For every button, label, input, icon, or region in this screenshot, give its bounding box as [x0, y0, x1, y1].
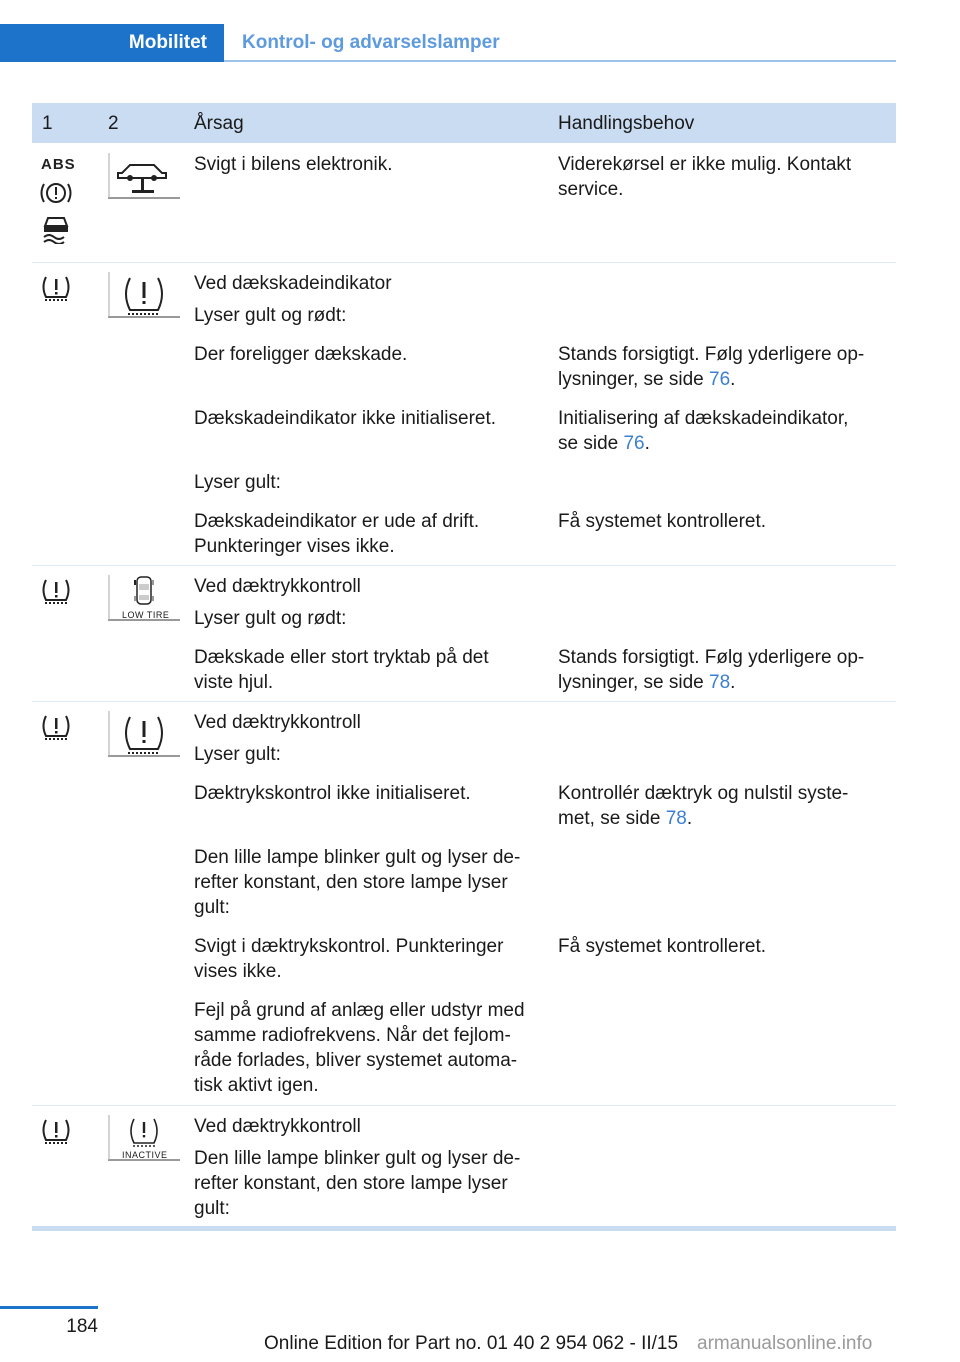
- page-link[interactable]: 78: [709, 672, 731, 693]
- subheading: Den lille lampe blinker gult og lyser de‐ refter konstant, den store lampe lyser gult:: [194, 847, 521, 918]
- tire-pressure-warning-icon: [40, 714, 72, 742]
- cause-text: Dækskadeindikator er ude af drift. Punkteringer vises ikke.: [194, 511, 480, 557]
- row-title: Ved dæktrykkontroll: [194, 1116, 361, 1137]
- page-link[interactable]: 76: [709, 369, 731, 390]
- header-rule: [224, 60, 896, 62]
- page-link[interactable]: 76: [623, 433, 645, 454]
- header-section-label: Mobilitet: [128, 32, 207, 53]
- page-number: 184: [66, 1316, 98, 1337]
- brake-warning-icon: [38, 180, 74, 206]
- column-header-action: Handlingsbehov: [558, 113, 695, 134]
- tire-pressure-warning-icon: [40, 1118, 72, 1146]
- row-title: Ved dæktrykkontroll: [194, 576, 361, 597]
- subheading: Lyser gult og rødt:: [194, 305, 347, 326]
- action-text: Stands forsigtigt. Følg yderligere op‐ lysninger, se side 76.: [558, 344, 865, 390]
- table-bottom-rule: [32, 1226, 896, 1231]
- row-divider: [32, 1105, 896, 1106]
- tire-pressure-warning-icon: [40, 578, 72, 606]
- row-title: Ved dæktrykkontroll: [194, 712, 361, 733]
- action-text: Få systemet kontrolleret.: [558, 511, 767, 532]
- header-chapter-label: Kontrol- og advarselslamper: [242, 32, 500, 53]
- subheading: Lyser gult:: [194, 744, 281, 765]
- subheading: Lyser gult:: [194, 472, 281, 493]
- cause-text: Dækskadeindikator ikke initialiseret.: [194, 408, 497, 429]
- table-header: [32, 103, 896, 143]
- cause-text: Svigt i bilens elektronik.: [194, 154, 393, 175]
- action-text: Viderekørsel er ikke mulig. Kontakt service.: [558, 154, 852, 200]
- abs-icon: ABS: [41, 156, 76, 173]
- stability-control-icon: [40, 214, 72, 244]
- action-text: Kontrollér dæktryk og nulstil syste‐ met, se side 78.: [558, 783, 849, 829]
- edition-text: Online Edition for Part no. 01 40 2 954 062 - II/15: [264, 1333, 679, 1354]
- row-title: Ved dækskadeindikator: [194, 273, 392, 294]
- row-divider: [32, 565, 896, 566]
- tire-pressure-warning-icon: [40, 275, 72, 303]
- column-header-1: 1: [42, 113, 53, 134]
- subheading: Lyser gult og rødt:: [194, 608, 347, 629]
- low-tire-label: LOW TIRE: [122, 610, 170, 620]
- watermark: armanualsonline.info: [697, 1333, 873, 1354]
- inactive-label: INACTIVE: [122, 1150, 168, 1160]
- column-header-cause: Årsag: [194, 113, 244, 134]
- action-text: Initialisering af dækskadeindikator, se side 76.: [558, 408, 849, 454]
- cause-text: Der foreligger dækskade.: [194, 344, 408, 365]
- row-divider: [32, 262, 896, 263]
- page-link[interactable]: 78: [665, 808, 687, 829]
- cause-text: Svigt i dæktrykskontrol. Punkteringer vises ikke.: [194, 936, 504, 982]
- action-text: Stands forsigtigt. Følg yderligere op‐ lysninger, se side 78.: [558, 647, 865, 693]
- cause-text: Dækskade eller stort tryktab på det viste hjul.: [194, 647, 489, 693]
- subheading: Den lille lampe blinker gult og lyser de‐ refter konstant, den store lampe lyser gult:: [194, 1148, 521, 1219]
- footer-rule: [0, 1306, 98, 1309]
- row-divider: [32, 701, 896, 702]
- car-on-lift-icon: [108, 153, 180, 199]
- column-header-2: 2: [108, 113, 119, 134]
- tire-damage-indicator-icon: [108, 272, 180, 318]
- tire-pressure-control-icon: [108, 711, 180, 757]
- action-text: Få systemet kontrolleret.: [558, 936, 767, 957]
- cause-text: Dæktrykskontrol ikke initialiseret.: [194, 783, 471, 804]
- cause-text: Fejl på grund af anlæg eller udstyr med samme radiofrekvens. Når det fejlom‐ råde forlades, bliver systemet automa‐ tisk aktivt igen.: [194, 1000, 525, 1096]
